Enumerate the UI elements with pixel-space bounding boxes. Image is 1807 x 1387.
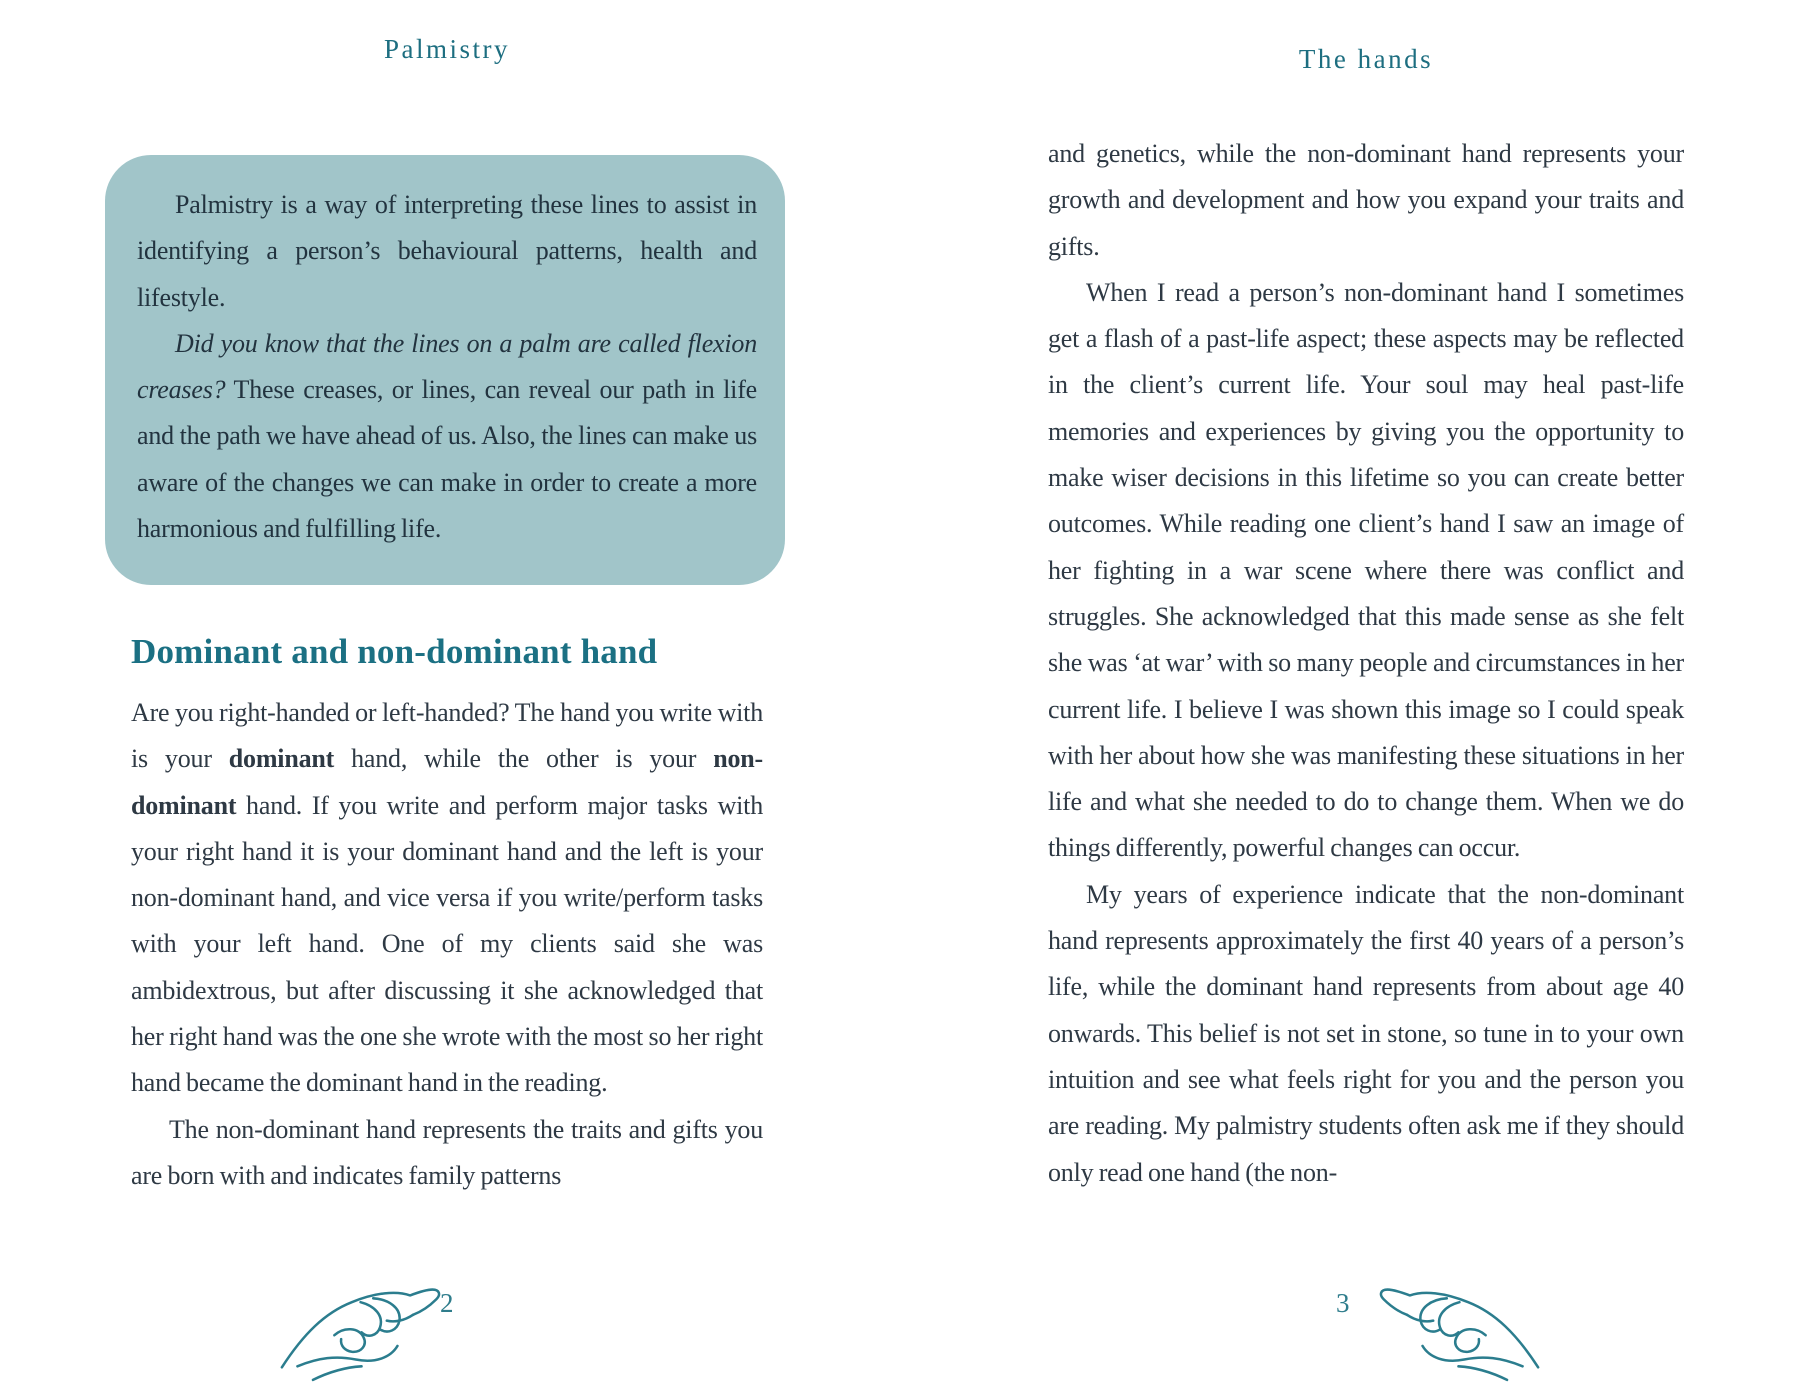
hand-pinch-line-icon [278,1270,448,1382]
left-page-body [131,631,763,1199]
running-head-right: The hands [1298,44,1434,74]
running-head-left: Palmistry [383,34,510,64]
right-page-body [1048,131,1684,1196]
callout-paragraph-text: These creases, or lines, can reveal our path in life and the path we have ahead of us. Also, the lines can make us aware of the changes we can make in order to create a more harmonious and fulfilling life. [137,375,757,544]
body-paragraph: My years of experience indicate that the non-dominant hand represents approximately the first 40 years of a person’s life, while the dominant hand represents from about age 40 onwards. This belief is not set in stone, so tune in to your own intuition and see what feels right for you and the person you are reading. My palmistry students often ask me if they should only read one hand (the non- [1048,879,1684,1187]
callout-paragraph-text: Palmistry is a way of interpreting these lines to assist in identifying a person’s behavioural patterns, health and lifestyle. [137,190,757,312]
bold-term: dominant [228,744,335,774]
callout-paragraph [137,321,757,552]
callout-paragraph [137,182,757,321]
page-number-right: 3 [1336,1288,1350,1318]
callout-box [105,155,785,585]
body-text: hand. If you write and perform major tasks with your right hand it is your dominant hand and the left is your non-dominant hand, and vice versa if you write/perform tasks with your left hand. One of my clients said she was ambidextrous, but after discussing it she acknowledged that her right hand was the one she wrote with the most so her right hand became the dominant hand in the reading. [131,790,763,1098]
body-paragraph: and genetics, while the non-dominant hand represents your growth and development and how you expand your traits and gifts. [1048,139,1684,261]
body-paragraph [131,690,763,1107]
section-heading: Dominant and non-dominant hand [131,632,658,671]
hand-pinch-line-icon-mirrored [1372,1270,1542,1382]
body-paragraph: When I read a person’s non-dominant hand I sometimes get a flash of a past-life aspect; these aspects may be reflected in the client’s current life. Your soul may heal past-life memories and experiences by giving you the opportunity to make wiser decisions in this lifetime so you can create better outcomes. While reading one client’s hand I saw an image of her fighting in a war scene where there was conflict and struggles. She acknowledged that this made sense as she felt she was ‘at war’ with so many people and circumstances in her current life. I believe I was shown this image so I could speak with her about how she was manifesting these situations in her life and what she needed to do to change them. When we do things differently, powerful changes can occur. [1048,277,1684,863]
body-paragraph: The non-dominant hand represents the traits and gifts you are born with and indicates family patterns [131,1114,763,1190]
bold-term: non-dominant [131,744,763,820]
callout-italic-text: Did you know that the lines on a palm are called flexion creases? [137,328,757,405]
body-text: Are you right-handed or left-handed? The hand you write with is your [131,698,763,774]
body-text: hand, while the other is your [334,744,714,774]
page-number-left: 2 [440,1288,454,1318]
